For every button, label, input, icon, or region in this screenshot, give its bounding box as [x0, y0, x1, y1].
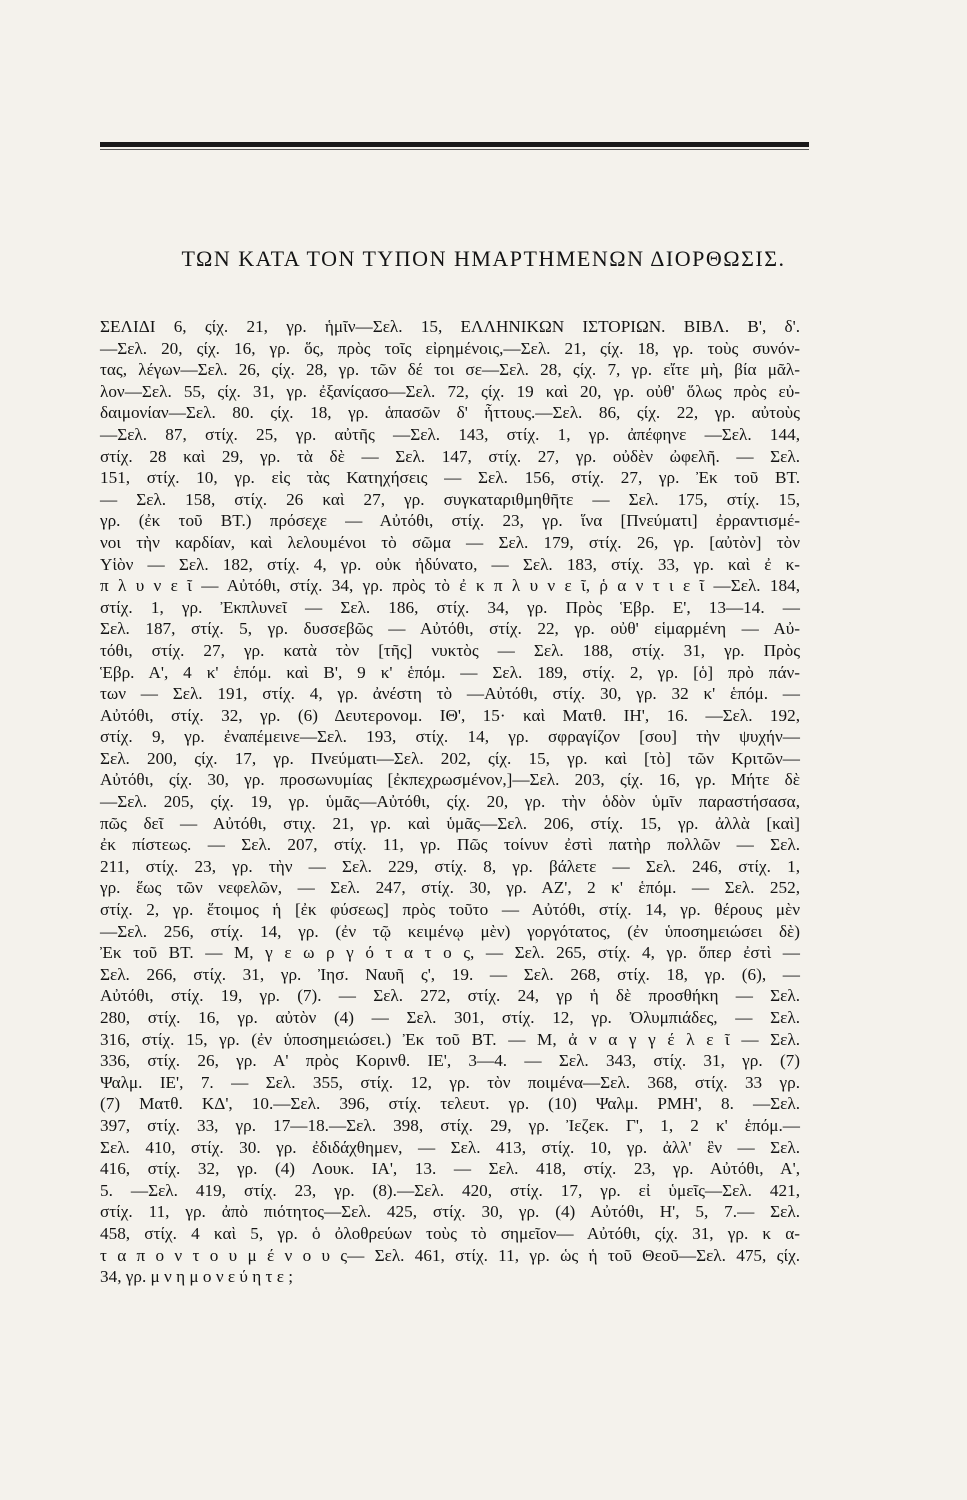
text-line: γρ. (ἐκ τοῦ ΒΤ.) πρόσεχε — Αὐτόθι, στίχ. 23, γρ. ἵνα [Πνεύματι] ἐρραντισμέ- — [100, 511, 800, 531]
text-line: — Σελ. 158, στίχ. 26 καὶ 27, γρ. συγκαταριθμηθῆτε — Σελ. 175, στίχ. 15, — [100, 489, 800, 509]
text-line: Ψαλμ. ΙΕ', 7. — Σελ. 355, στίχ. 12, γρ. τὸν ποιμένα—Σελ. 368, στίχ. 33 γρ. — [100, 1072, 800, 1092]
text-line: δαιμονίαν—Σελ. 80. ςίχ. 18, γρ. ἁπασῶν δ' ἧττους.—Σελ. 86, ςίχ. 22, γρ. αὐτοὺς — [100, 403, 800, 423]
text-line: στίχ. 9, γρ. ἐναπέμεινε—Σελ. 193, στίχ. 14, γρ. σφραγίζον [σου] τὴν ψυχήν— — [100, 727, 800, 747]
text-line: Σελ. 187, στίχ. 5, γρ. δυσσεβῶς — Αὐτόθι, στίχ. 22, γρ. οὐθ' εἱμαρμένη — Αὐ- — [100, 619, 800, 639]
text-line: στίχ. 2, γρ. ἕτοιμος ἡ [ἐκ φύσεως] πρὸς τοῦτο — Αὐτόθι, στίχ. 14, γρ. θέρους μὲν — [100, 900, 800, 920]
page-title: ΤΩΝ ΚΑΤΑ ΤΟΝ ΤΥΠΟΝ ΗΜΑΡΤΗΜΕΝΩΝ ΔΙΟΡΘΩΣΙΣ. — [181, 246, 786, 271]
text-line: Σελ. 410, στίχ. 30. γρ. ἐδιδάχθημεν, — Σελ. 413, στίχ. 10, γρ. ἀλλ' ἓν — Σελ. — [100, 1137, 800, 1157]
text-line: τ α π ο ν τ ο υ μ έ ν ο υ ς— Σελ. 461, στίχ. 11, γρ. ὡς ἡ τοῦ Θεοῦ—Σελ. 475, ςίχ. — [100, 1245, 800, 1265]
text-line: στίχ. 11, γρ. ἀπὸ πιότητος—Σελ. 425, στίχ. 30, γρ. (4) Αὐτόθι, Η', 5, 7.— Σελ. — [100, 1202, 800, 1222]
text-line: Ἐκ τοῦ ΒΤ. — Μ, γ ε ω ρ γ ό τ α τ ο ς, — Σελ. 265, στίχ. 4, γρ. ὅπερ ἐστὶ — — [100, 943, 800, 963]
text-line: στίχ. 28 καὶ 29, γρ. τὰ δὲ — Σελ. 147, στίχ. 27, γρ. οὐδὲν ὠφελῆ. — Σελ. — [100, 446, 800, 466]
text-line: 151, στίχ. 10, γρ. εἰς τὰς Κατηχήσεις — Σελ. 156, στίχ. 27, γρ. Ἐκ τοῦ ΒΤ. — [100, 468, 800, 488]
text-line: (7) Ματθ. ΚΔ', 10.—Σελ. 396, στίχ. τελευτ. γρ. (10) Ψαλμ. ΡΜΗ', 8. —Σελ. — [100, 1094, 800, 1114]
text-line: Υἱὸν — Σελ. 182, στίχ. 4, γρ. οὐκ ἠδύνατο, — Σελ. 183, στίχ. 33, γρ. καὶ ἐ κ- — [100, 554, 800, 574]
text-line: Αὐτόθι, ςίχ. 30, γρ. προσωνυμίας [ἐκπεχρωσμένον,]—Σελ. 203, ςίχ. 16, γρ. Μήτε δὲ — [100, 770, 800, 790]
text-line: 280, στίχ. 16, γρ. αὐτὸν (4) — Σελ. 301, στίχ. 12, γρ. Ὀλυμπιάδες, — Σελ. — [100, 1008, 800, 1027]
text-line: 34, γρ. μ ν η μ ο ν ε ύ η τ ε ; — [100, 1267, 293, 1287]
text-line: 211, στίχ. 23, γρ. τὴν — Σελ. 229, στίχ. 8, γρ. βάλετε — Σελ. 246, στίχ. 1, — [100, 856, 800, 876]
text-line: ἐκ πίστεως. — Σελ. 207, στίχ. 11, γρ. Πῶς τοίνυν ἐστὶ πατὴρ πολλῶν — Σελ. — [100, 835, 800, 855]
text-line: ΣΕΛΙΔΙ 6, ςίχ. 21, γρ. ἡμῖν—Σελ. 15, ΕΛΛΗΝΙΚΩΝ ΙΣΤΟΡΙΩΝ. ΒΙΒΛ. Β', δ'. — [100, 317, 800, 336]
text-line: γρ. ἕως τῶν νεφελῶν, — Σελ. 247, στίχ. 30, γρ. ΑΖ', 2 κ' ἑπόμ. — Σελ. 252, — [100, 878, 800, 898]
text-line: των — Σελ. 191, στίχ. 4, γρ. ἀνέστη τὸ —Αὐτόθι, στίχ. 30, γρ. 32 κ' ἑπόμ. — — [100, 684, 800, 704]
text-line: —Σελ. 256, στίχ. 14, γρ. (ἐν τῷ κειμένῳ μὲν) γοργότατος, (ἐν ὑποσημειώσει δὲ) — [100, 921, 800, 941]
text-line: Σελ. 200, ςίχ. 17, γρ. Πνεύματι—Σελ. 202, ςίχ. 15, γρ. καὶ [τὸ] τῶν Κριτῶν— — [100, 748, 800, 768]
text-line: —Σελ. 87, στίχ. 25, γρ. αὐτῆς —Σελ. 143, στίχ. 1, γρ. ἀπέφηνε —Σελ. 144, — [100, 424, 800, 444]
text-line: Αὐτόθι, στίχ. 19, γρ. (7). — Σελ. 272, στίχ. 24, γρ ἡ δὲ προσθήκη — Σελ. — [100, 986, 800, 1006]
text-line: Σελ. 266, στίχ. 31, γρ. Ἰησ. Ναυῆ ς', 19. — Σελ. 268, στίχ. 18, γρ. (6), — — [100, 964, 800, 984]
text-line: τόθι, στίχ. 27, γρ. κατὰ τὸν [τῆς] νυκτὸς — Σελ. 188, στίχ. 31, γρ. Πρὸς — [100, 640, 800, 660]
text-line: 336, στίχ. 26, γρ. Α' πρὸς Κορινθ. ΙΕ', 3—4. — Σελ. 343, στίχ. 31, γρ. (7) — [100, 1051, 800, 1071]
text-line: —Σελ. 205, ςίχ. 19, γρ. ὑμᾶς—Αὐτόθι, ςίχ. 20, γρ. τὴν ὁδὸν ὑμῖν παραστήσασα, — [100, 792, 800, 812]
text-line: στίχ. 1, γρ. Ἐκπλυνεῖ — Σελ. 186, στίχ. 34, γρ. Πρὸς Ἑβρ. Ε', 13—14. — — [100, 597, 800, 617]
header-rule — [100, 142, 809, 147]
text-line: Ἑβρ. Α', 4 κ' ἑπόμ. καὶ Β', 9 κ' ἑπόμ. — Σελ. 189, στίχ. 2, γρ. [ὁ] πρὸ πάν- — [100, 662, 800, 682]
text-line: 316, στίχ. 15, γρ. (ἐν ὑποσημειώσει.) Ἐκ τοῦ ΒΤ. — Μ, ἀ ν α γ γ έ λ ε ῖ — Σελ. — [100, 1029, 800, 1049]
text-line: τας, λέγων—Σελ. 26, ςίχ. 28, γρ. τῶν δέ τοι σε—Σελ. 28, ςίχ. 7, γρ. εἴτε μὴ, βία μᾶλ- — [100, 360, 800, 380]
text-line: πῶς δεῖ — Αὐτόθι, στιχ. 21, γρ. καὶ ὑμᾶς—Σελ. 206, στίχ. 15, γρ. ἀλλὰ [καὶ] — [100, 813, 800, 833]
text-line: 397, στίχ. 33, γρ. 17—18.—Σελ. 398, στίχ. 29, γρ. Ἰεζεκ. Γ', 1, 2 κ' ἑπόμ.— — [100, 1115, 800, 1135]
errata-body — [100, 316, 800, 1288]
text-line: νοι τὴν καρδίαν, καὶ λελουμένοι τὸ σῶμα — Σελ. 179, στίχ. 26, γρ. [αὐτὸν] τὸν — [100, 532, 800, 552]
text-line: 458, στίχ. 4 καὶ 5, γρ. ὁ ὀλοθρεύων τοὺς τὸ σημεῖον— Αὐτόθι, ςίχ. 31, γρ. κ α- — [100, 1223, 800, 1243]
text-line: Αὐτόθι, στίχ. 32, γρ. (6) Δευτερονομ. ΙΘ', 15· καὶ Ματθ. ΙΗ', 16. —Σελ. 192, — [100, 705, 800, 725]
text-line: π λ υ ν ε ῖ — Αὐτόθι, στίχ. 34, γρ. πρὸς τὸ ἐ κ π λ υ ν ε ῖ, ῥ α ν τ ι ε ῖ —Σελ. 184, — [100, 576, 800, 596]
text-line: —Σελ. 20, ςίχ. 16, γρ. ὅς, πρὸς τοῖς εἰρημένοις,—Σελ. 21, ςίχ. 18, γρ. τοὺς συνόν- — [100, 338, 800, 358]
text-line: 416, στίχ. 32, γρ. (4) Λουκ. ΙΑ', 13. — Σελ. 418, στίχ. 23, γρ. Αὐτόθι, Α', — [100, 1159, 800, 1179]
text-line: λον—Σελ. 55, ςίχ. 31, γρ. ἐξανίςασο—Σελ. 72, ςίχ. 19 καὶ 20, γρ. οὐθ' ὅλως πρὸς εὐ- — [100, 381, 800, 401]
text-line: 5. —Σελ. 419, στίχ. 23, γρ. (8).—Σελ. 420, στίχ. 17, γρ. εἰ ὑμεῖς—Σελ. 421, — [100, 1180, 800, 1200]
header-rule-thin — [100, 149, 809, 150]
